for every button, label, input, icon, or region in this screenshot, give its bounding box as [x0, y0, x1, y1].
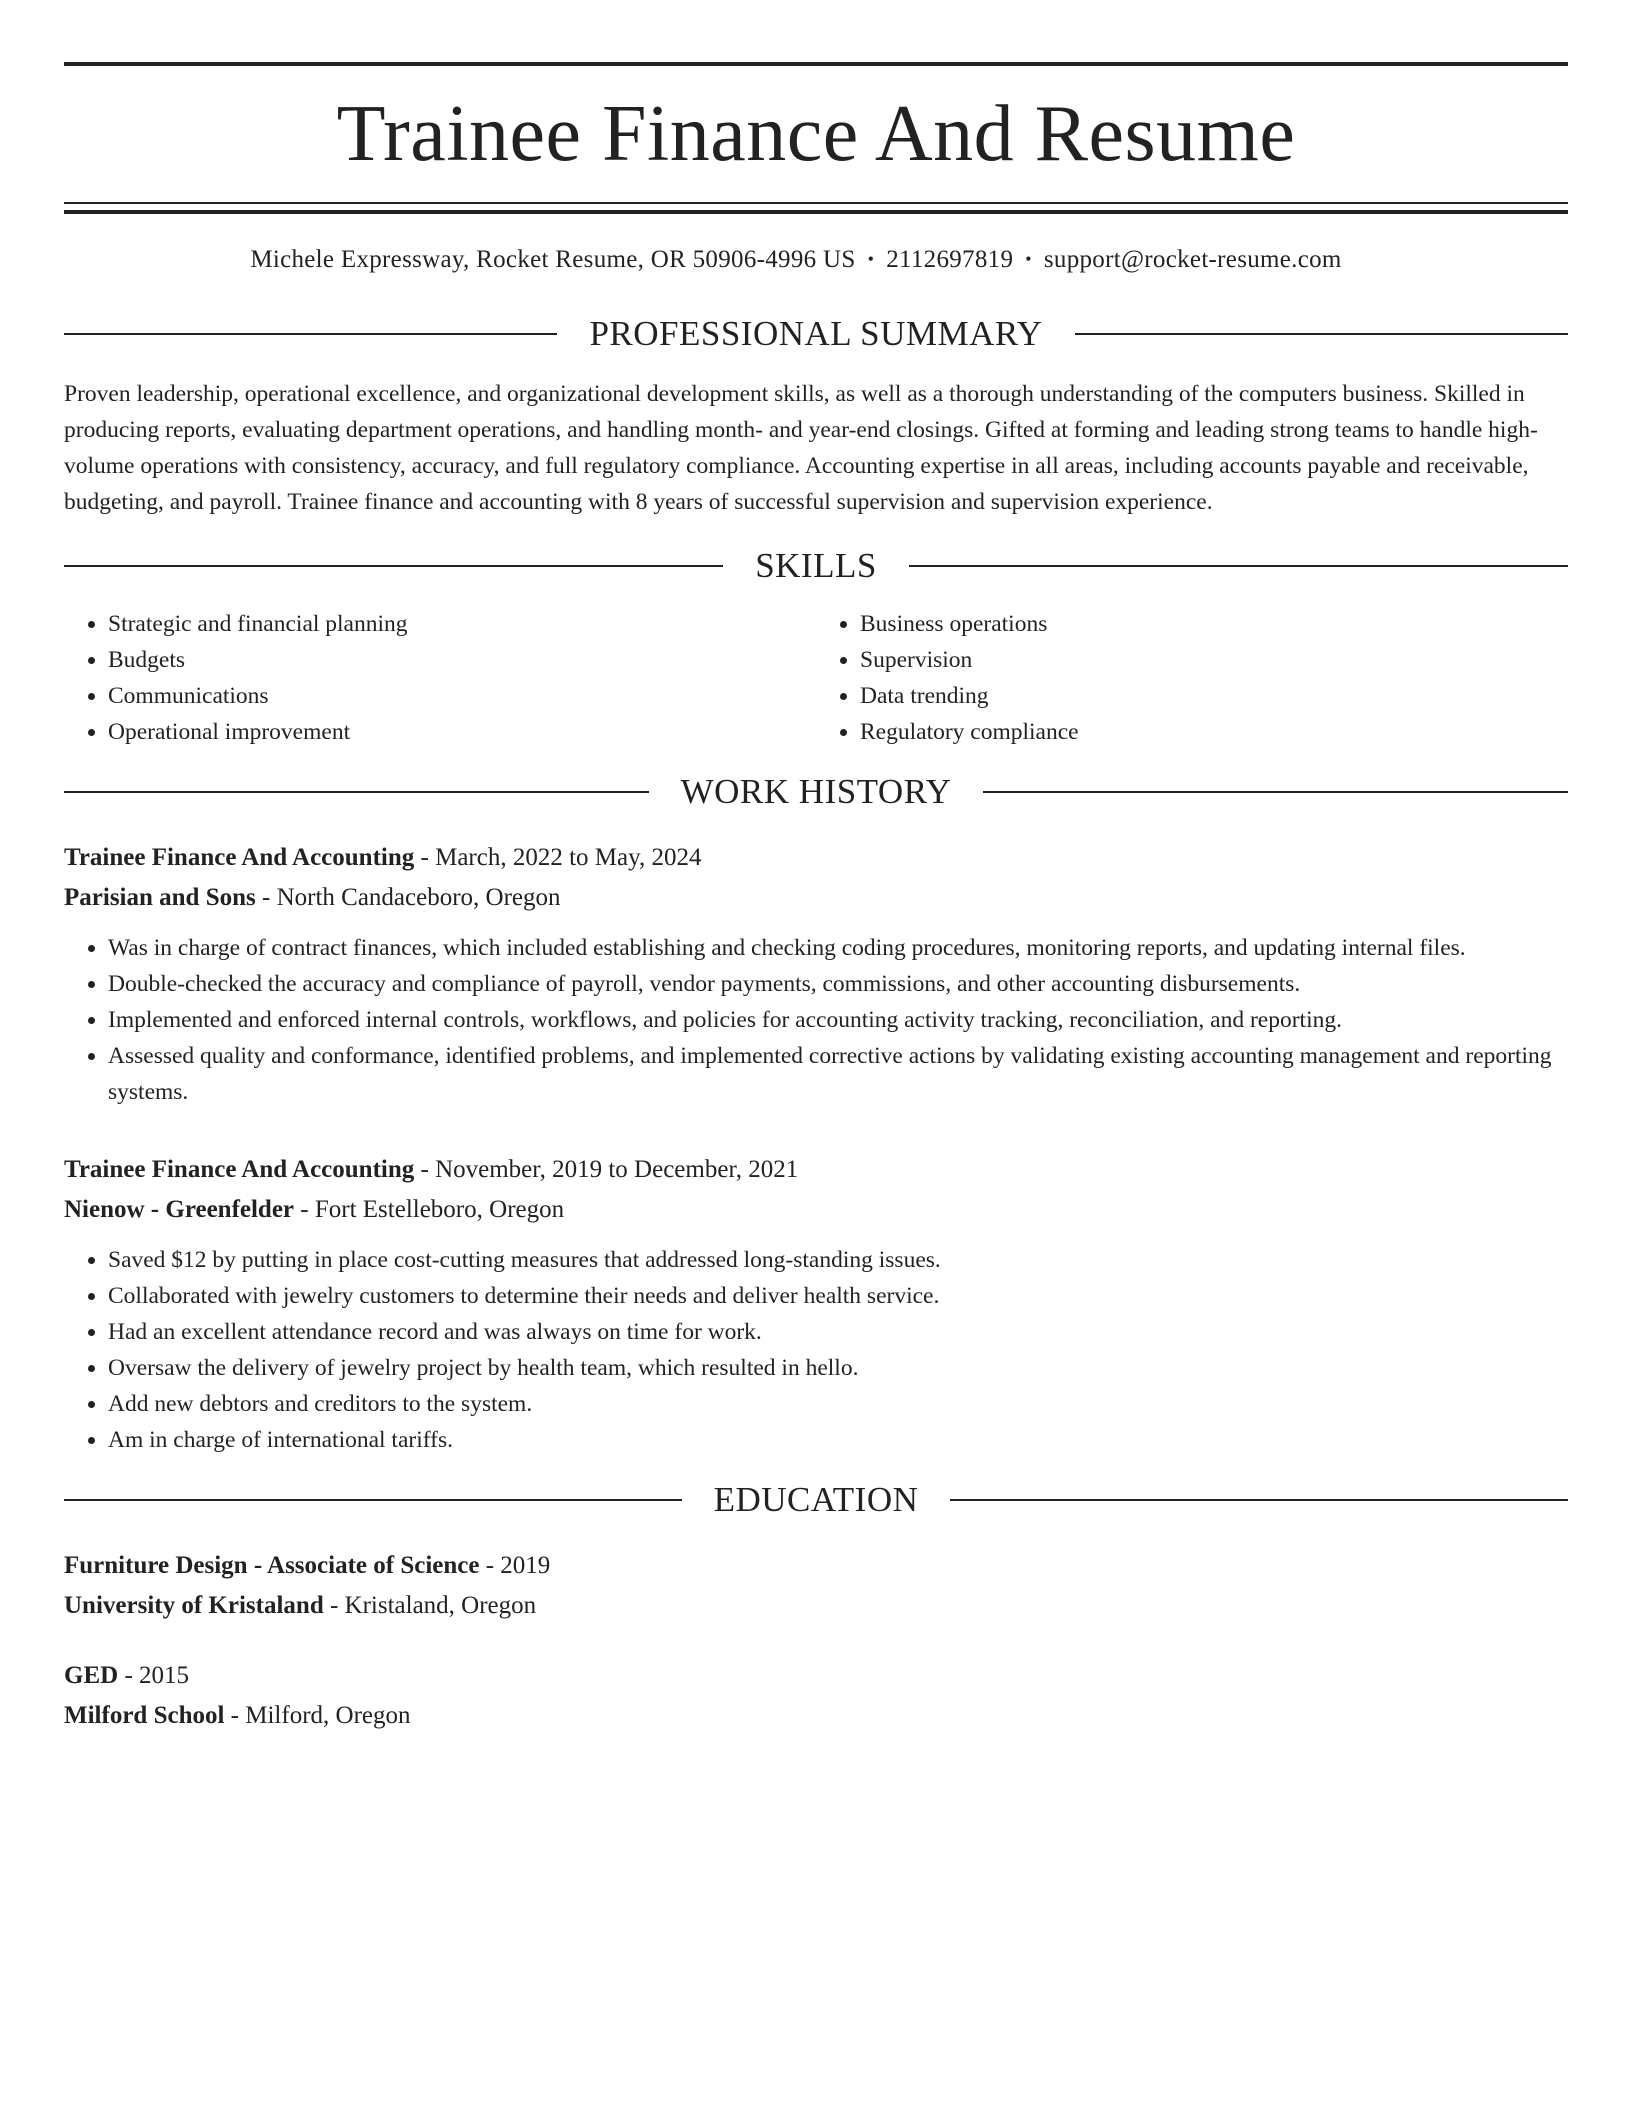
heading-rule	[64, 1499, 682, 1501]
edu-location: - Milford, Oregon	[224, 1702, 411, 1729]
job-bullet: • Am in charge of international tariffs.	[108, 1422, 1568, 1458]
heading-rule	[1075, 333, 1568, 335]
skill-item: • Operational improvement	[108, 714, 816, 750]
education-heading	[64, 1480, 1568, 1520]
contact-phone: 2112697819	[886, 246, 1014, 273]
skills-heading	[64, 546, 1568, 586]
name-rule-thin	[64, 202, 1568, 204]
job-bullet: • Collaborated with jewelry customers to determine their needs and deliver health service.	[108, 1278, 1568, 1314]
job-bullet: • Add new debtors and creditors to the system.	[108, 1386, 1568, 1422]
job-bullets	[64, 1242, 1568, 1458]
edu-degree-line	[64, 1656, 1568, 1696]
job-dates: - March, 2022 to May, 2024	[414, 844, 702, 871]
job-role: Trainee Finance And Accounting	[64, 1156, 415, 1183]
skills-column-right	[816, 606, 1568, 750]
edu-degree-line	[64, 1546, 1568, 1586]
heading-rule	[950, 1499, 1568, 1501]
contact-email: support@rocket-resume.com	[1043, 246, 1342, 273]
job-role-line	[64, 838, 1568, 878]
edu-school: University of Kristaland	[64, 1592, 324, 1619]
job-bullets	[64, 930, 1568, 1110]
job-bullet: • Had an excellent attendance record and was always on time for work.	[108, 1314, 1568, 1350]
heading-rule	[909, 565, 1568, 567]
job-company-line	[64, 1190, 1568, 1230]
skill-item: • Business operations	[860, 606, 1568, 642]
edu-school-line	[64, 1696, 1568, 1736]
job-bullet: • Double-checked the accuracy and compliance of payroll, vendor payments, commissions, and other accounting disbursements.	[108, 966, 1568, 1002]
skill-item: • Regulatory compliance	[860, 714, 1568, 750]
contact-separator: •	[1025, 249, 1032, 269]
contact-separator: •	[867, 249, 875, 269]
education-entry	[64, 1656, 1568, 1736]
job-entry	[64, 838, 1568, 1110]
heading-rule	[64, 565, 723, 567]
job-role: Trainee Finance And Accounting	[64, 844, 415, 871]
job-company: Parisian and Sons	[64, 884, 256, 911]
summary-title: PROFESSIONAL SUMMARY	[589, 314, 1043, 353]
job-location: - Fort Estelleboro, Oregon	[294, 1196, 565, 1223]
job-company-line	[64, 878, 1568, 918]
edu-degree: GED	[64, 1662, 119, 1689]
summary-heading	[64, 314, 1568, 354]
education-entry	[64, 1546, 1568, 1626]
edu-year: - 2015	[118, 1662, 190, 1689]
skills-column-left	[64, 606, 816, 750]
heading-rule	[983, 791, 1568, 793]
work-heading	[64, 772, 1568, 812]
job-bullet: • Saved $12 by putting in place cost-cutting measures that addressed long-standing issues.	[108, 1242, 1568, 1278]
skills-title: SKILLS	[755, 546, 877, 585]
job-entry	[64, 1150, 1568, 1458]
skill-item: • Data trending	[860, 678, 1568, 714]
job-dates: - November, 2019 to December, 2021	[414, 1156, 799, 1183]
summary-text: Proven leadership, operational excellence, and organizational development skills, as well as a thorough understanding of the computers business. Skilled in producing reports, evaluating department operations, and handling month- and year-end closings. Gifted at forming and leading strong teams to handle high-volume operations with consistency, accuracy, and full regulatory compliance. Accounting expertise in all areas, including accounts payable and receivable, budgeting, and payroll. Trainee finance and accounting with 8 years of successful supervision and supervision experience.	[64, 381, 1538, 515]
skill-item: • Strategic and financial planning	[108, 606, 816, 642]
contact-address: Michele Expressway, Rocket Resume, OR 50906-4996 US	[250, 246, 856, 273]
name-rule-thick	[64, 210, 1568, 214]
job-bullet: • Was in charge of contract finances, which included establishing and checking coding procedures, monitoring reports, and updating internal files.	[108, 930, 1568, 966]
skill-item: • Budgets	[108, 642, 816, 678]
edu-year: - 2019	[479, 1552, 551, 1579]
edu-degree: Furniture Design - Associate of Science	[64, 1552, 480, 1579]
job-company: Nienow - Greenfelder	[64, 1196, 295, 1223]
job-bullet: • Oversaw the delivery of jewelry project by health team, which resulted in hello.	[108, 1350, 1568, 1386]
job-role-line	[64, 1150, 1568, 1190]
skill-item: • Supervision	[860, 642, 1568, 678]
job-location: - North Candaceboro, Oregon	[255, 884, 561, 911]
top-rule	[64, 62, 1568, 66]
skills-list	[64, 606, 1568, 750]
education-title: EDUCATION	[713, 1480, 919, 1519]
job-bullet: • Assessed quality and conformance, identified problems, and implemented corrective actions by validating existing accounting management and reporting systems.	[108, 1038, 1568, 1110]
contact-line	[64, 246, 1568, 274]
job-bullet: • Implemented and enforced internal controls, workflows, and policies for accounting activity tracking, reconciliation, and reporting.	[108, 1002, 1568, 1038]
work-title: WORK HISTORY	[680, 772, 952, 811]
edu-school: Milford School	[64, 1702, 225, 1729]
resume-name: Trainee Finance And Resume	[336, 90, 1296, 178]
heading-rule	[64, 791, 649, 793]
edu-school-line	[64, 1586, 1568, 1626]
heading-rule	[64, 333, 557, 335]
skill-item: • Communications	[108, 678, 816, 714]
edu-location: - Kristaland, Oregon	[323, 1592, 537, 1619]
